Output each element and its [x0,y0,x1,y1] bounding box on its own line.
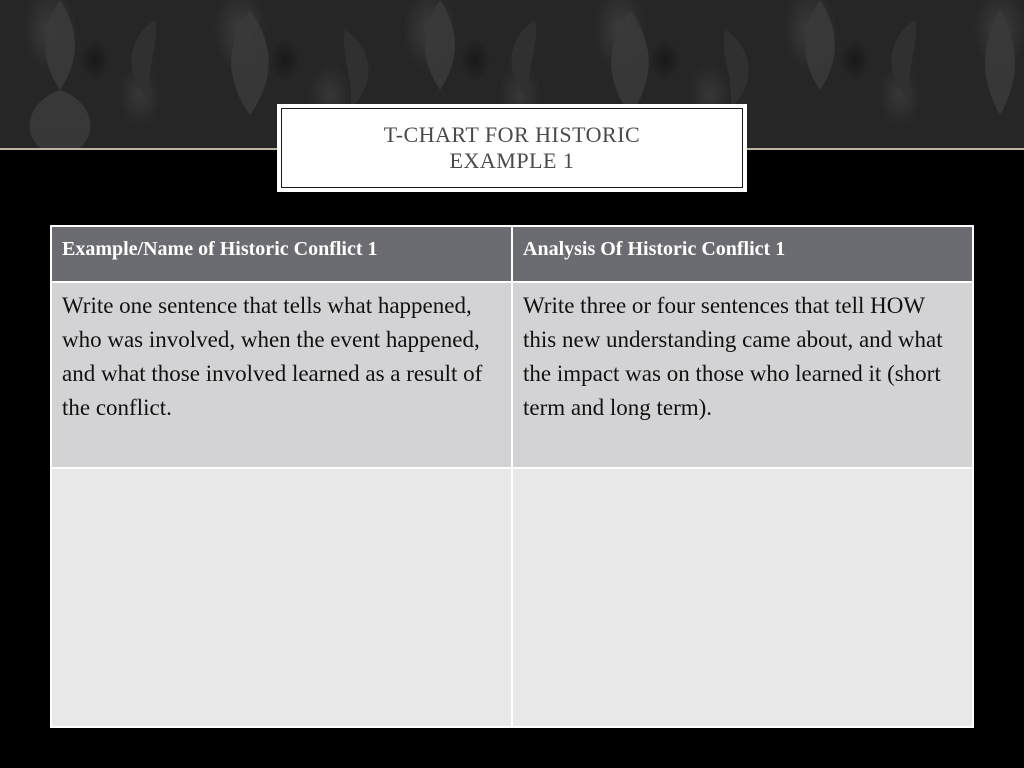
cell-example-instructions[interactable]: Write one sentence that tells what happened, who was involved, when the event happened, and what those involved learned as a result of the conflict. [51,282,512,468]
cell-analysis-instructions[interactable]: Write three or four sentences that tell HOW this new understanding came about, and what the impact was on those who learned it (short term and long term). [512,282,973,468]
cell-example-response[interactable] [51,468,512,727]
t-chart-table [50,225,974,728]
slide-title-line-1: T-CHART FOR HISTORIC [383,122,641,147]
table-row [51,282,973,468]
table-header-row [51,226,973,282]
title-box [277,104,747,192]
column-header-analysis: Analysis Of Historic Conflict 1 [512,226,973,282]
slide-title-line-2: EXAMPLE 1 [449,148,575,173]
title-box-frame [281,108,743,188]
cell-analysis-response[interactable] [512,468,973,727]
column-header-example: Example/Name of Historic Conflict 1 [51,226,512,282]
table-row [51,468,973,727]
